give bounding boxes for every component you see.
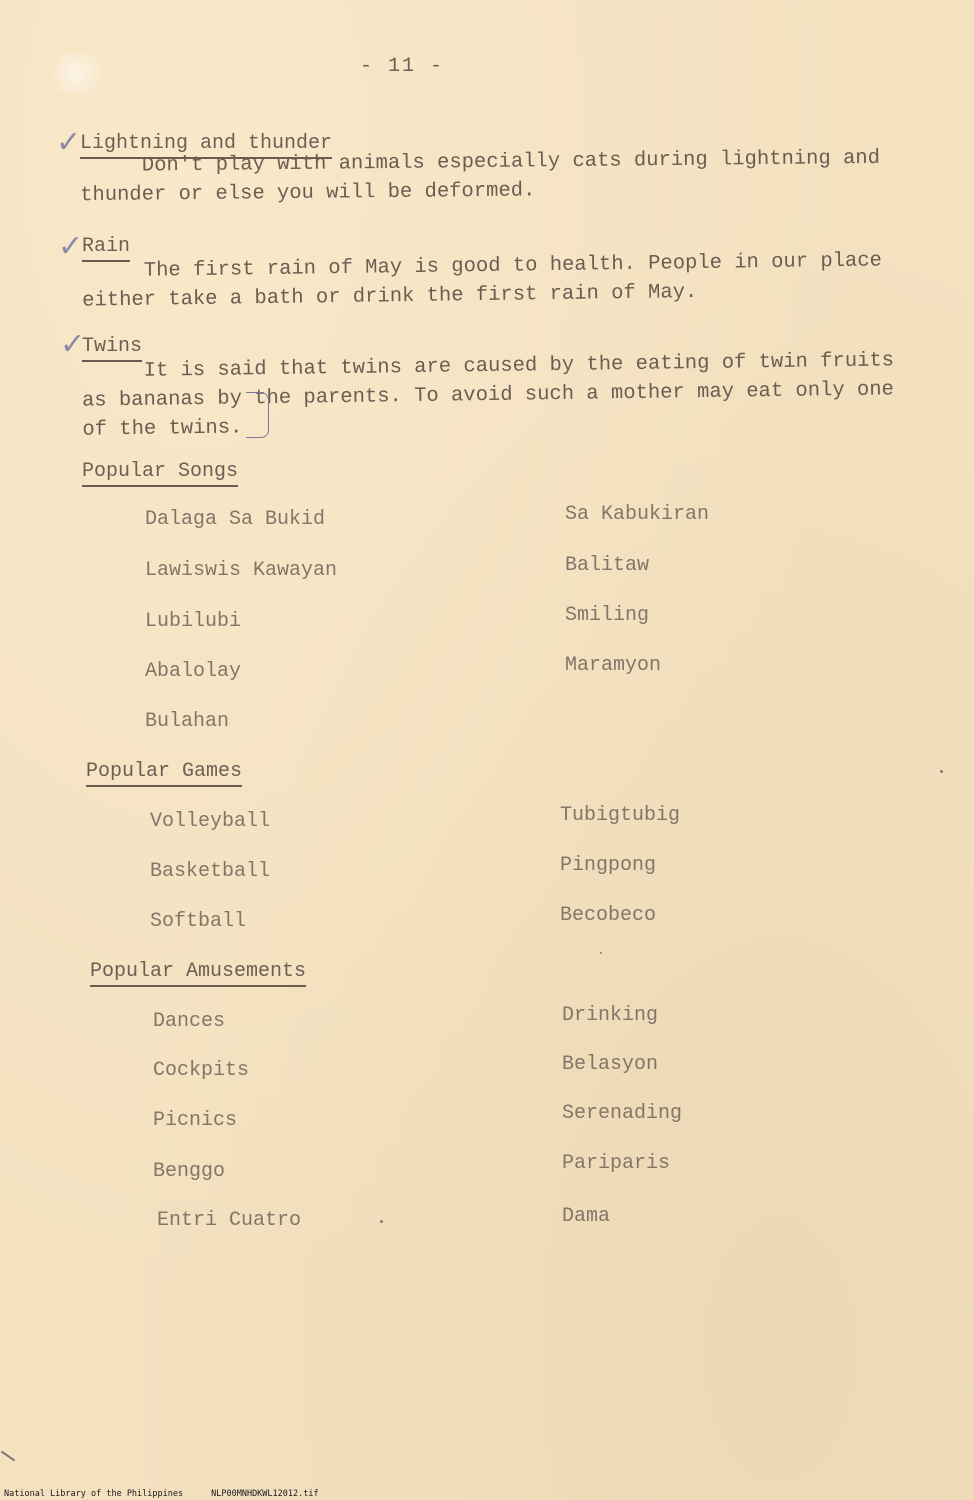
section-heading-amusements: [90, 960, 306, 983]
body-line: Don't play with animals especially cats during lightning and: [141, 146, 881, 178]
section-heading-rain: [82, 235, 130, 258]
footer-filename: NLP00MNHDKWL12012.tif: [211, 1489, 319, 1499]
heading-text: Popular Amusements: [90, 960, 306, 987]
check-mark-icon: ✓: [56, 125, 82, 160]
heading-text: Twins: [82, 335, 142, 362]
body-line: thunder or else you will be deformed.: [80, 179, 536, 208]
list-item-amusement: Picnics: [153, 1109, 238, 1132]
check-mark-icon: ✓: [58, 229, 84, 264]
list-item-amusement: Dama: [562, 1205, 611, 1228]
list-item-song: Sa Kabukiran: [565, 503, 710, 526]
page-number: - 11 -: [360, 55, 445, 78]
section-heading-games: [86, 760, 242, 783]
heading-text: Rain: [82, 235, 130, 262]
list-item-amusement: Benggo: [153, 1160, 226, 1183]
heading-text: Popular Songs: [82, 460, 238, 487]
heading-text: Popular Games: [86, 760, 242, 787]
section-heading-songs: [82, 460, 238, 483]
list-item-song: Lawiswis Kawayan: [145, 559, 338, 582]
handwritten-bracket: [246, 392, 269, 438]
section-body-lightning: [80, 144, 881, 210]
list-item-game: Becobeco: [560, 904, 657, 927]
list-item-song: Smiling: [565, 604, 650, 627]
corner-mark: [1, 1451, 15, 1462]
list-item-game: Pingpong: [560, 854, 657, 877]
list-item-song: Maramyon: [565, 654, 662, 677]
section-body-twins: [81, 346, 895, 444]
list-item-amusement: Cockpits: [153, 1059, 250, 1082]
list-item-amusement: Pariparis: [562, 1152, 671, 1175]
list-item-amusement: Serenading: [562, 1102, 683, 1125]
list-item-amusement: Entri Cuatro: [157, 1209, 302, 1232]
list-item-amusement: Drinking: [562, 1004, 659, 1027]
paper-speck: [600, 952, 602, 954]
list-item-amusement: Belasyon: [562, 1053, 659, 1076]
paper-speck: [940, 770, 943, 773]
check-mark-icon: ✓: [60, 327, 86, 362]
footer-library: National Library of the Philippines: [4, 1489, 184, 1499]
list-item-game: Tubigtubig: [560, 804, 681, 827]
list-item-song: Balitaw: [565, 554, 650, 577]
list-item-song: Dalaga Sa Bukid: [145, 508, 326, 531]
list-item-game: Volleyball: [150, 810, 271, 833]
scan-footer: [4, 1489, 347, 1499]
body-line: of the twins.: [82, 416, 243, 442]
list-item-song: Bulahan: [145, 710, 230, 733]
paper-speck: [380, 1220, 383, 1223]
list-item-game: Basketball: [150, 860, 271, 883]
body-line: The first rain of May is good to health. People in our place: [143, 249, 883, 283]
list-item-amusement: Dances: [153, 1010, 226, 1033]
list-item-game: Softball: [150, 910, 247, 933]
section-heading-twins: [82, 335, 142, 358]
list-item-song: Lubilubi: [145, 610, 242, 633]
body-line: It is said that twins are caused by the eating of twin fruits: [143, 349, 895, 383]
paper-stain: [42, 52, 112, 94]
list-item-song: Abalolay: [145, 660, 242, 683]
heading-text: Lightning and thunder: [80, 132, 332, 159]
body-line: either take a bath or drink the first rain of May.: [82, 280, 698, 313]
body-line: as bananas by the parents. To avoid such a mother may eat only one: [81, 378, 895, 413]
section-body-rain: [82, 246, 883, 315]
